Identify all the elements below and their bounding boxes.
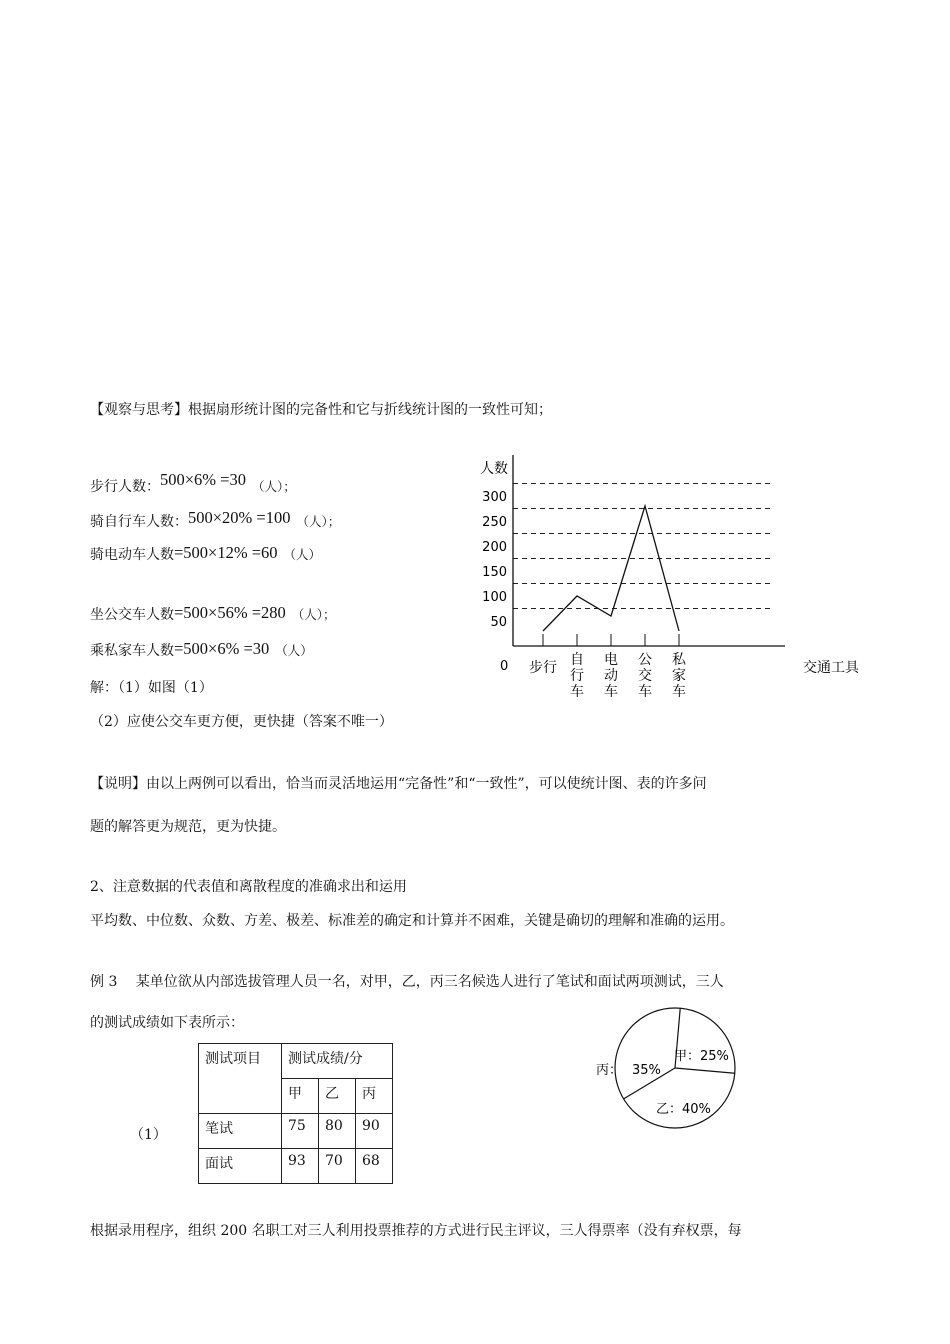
calc-line-ebike — [90, 544, 321, 564]
calc-formula: 500×20% =100 — [188, 508, 291, 527]
calc-unit: （人）； — [291, 607, 336, 622]
series-line — [543, 506, 679, 631]
row-label: 面试 — [199, 1149, 282, 1184]
solution-line-1: 解：（1）如图（1） — [90, 680, 213, 696]
header-candidate: 甲 — [282, 1079, 319, 1114]
x-tick-label: 自行车 — [570, 652, 584, 700]
calc-label: 骑自行车人数： — [90, 514, 188, 530]
pie-label-yi: 乙：40% — [656, 1102, 711, 1117]
y-tick-label: 100 — [482, 590, 507, 605]
y-axis-title: 人数 — [480, 461, 508, 477]
chart-x-tick-labels — [529, 651, 687, 700]
chart-gridlines — [513, 484, 770, 609]
header-candidate: 乙 — [319, 1079, 356, 1114]
x-tick-label: 私家车 — [672, 652, 686, 700]
calc-label: 骑电动车人数 — [90, 547, 174, 563]
section2-title: 2、注意数据的代表值和离散程度的准确求出和运用 — [90, 879, 407, 895]
x-tick-label: 公交车 — [638, 652, 652, 700]
calc-unit: （人） — [275, 643, 313, 658]
x-tick-label: 电动车 — [604, 652, 618, 700]
origin-label: 0 — [500, 659, 509, 674]
calc-formula: =500×12% =60 — [174, 543, 278, 562]
y-tick-label: 250 — [482, 515, 507, 530]
pie-chart — [590, 1000, 760, 1130]
header-test-score: 测试成绩/分 — [282, 1044, 393, 1079]
row-label: 笔试 — [199, 1114, 282, 1149]
table-row — [199, 1114, 393, 1149]
chart-ticks — [543, 634, 679, 646]
calc-formula: =500×56% =280 — [174, 603, 286, 622]
table-row — [199, 1149, 393, 1184]
section2-body: 平均数、中位数、众数、方差、极差、标准差的确定和计算并不困难，关键是确切的理解和准确的运用。 — [90, 913, 734, 929]
calc-label: 坐公交车人数 — [90, 607, 174, 623]
calc-line-car — [90, 640, 313, 660]
y-tick-label: 50 — [490, 615, 507, 630]
x-axis-title: 交通工具 — [803, 660, 859, 676]
calc-label: 乘私家车人数 — [90, 643, 174, 659]
calc-line-bicycle — [90, 508, 341, 531]
table-cell: 75 — [282, 1114, 319, 1149]
table-cell: 70 — [319, 1149, 356, 1184]
table-cell: 90 — [356, 1114, 393, 1149]
table-cell: 93 — [282, 1149, 319, 1184]
calc-unit: （人） — [283, 547, 322, 562]
calc-unit: （人）； — [296, 514, 341, 529]
table-row — [199, 1044, 393, 1079]
calc-unit: （人）； — [251, 479, 296, 494]
y-tick-label: 200 — [482, 540, 507, 555]
example3-line-1: 例 3 某单位欲从内部选拔管理人员一名，对甲，乙，丙三名候选人进行了笔试和面试两项测试，三人 — [90, 974, 724, 990]
score-table — [198, 1043, 393, 1184]
table-cell: 80 — [319, 1114, 356, 1149]
header-candidate: 丙 — [356, 1079, 393, 1114]
header-test-item: 测试项目 — [199, 1044, 282, 1114]
explain-line-1: 【说明】由以上两例可以看出，恰当而灵活地运用“完备性”和“一致性”，可以使统计图、表的许多问 — [90, 776, 707, 792]
line-chart — [470, 450, 880, 715]
y-tick-label: 150 — [482, 565, 507, 580]
calc-formula: 500×6% =30 — [160, 470, 246, 489]
calc-line-walk — [90, 470, 296, 496]
calc-line-bus — [90, 604, 336, 624]
explain-line-2: 题的解答更为规范，更为快捷。 — [90, 819, 286, 835]
table-cell: 68 — [356, 1149, 393, 1184]
pie-slice-boundary — [675, 1068, 735, 1073]
bottom-paragraph: 根据录用程序，组织 200 名职工对三人利用投票推荐的方式进行民主评议，三人得票率（没有弃权票，每 — [90, 1223, 742, 1239]
x-tick-label: 步行 — [529, 660, 557, 676]
chart-y-tick-labels — [482, 490, 507, 630]
pie-label-jia: 甲：25% — [674, 1049, 729, 1064]
example3-line-2: 的测试成绩如下表所示： — [90, 1015, 244, 1031]
pie-label-bing: 丙： 35% — [596, 1063, 661, 1078]
observe-heading: 【观察与思考】根据扇形统计图的完备性和它与折线统计图的一致性可知； — [90, 402, 552, 418]
solution-line-2: （2）应使公交车更方便，更快捷（答案不唯一） — [90, 714, 393, 730]
y-tick-label: 300 — [482, 490, 507, 505]
table-label: （1） — [130, 1127, 167, 1143]
calc-label: 步行人数： — [90, 479, 160, 495]
calc-formula: =500×6% =30 — [174, 639, 270, 658]
